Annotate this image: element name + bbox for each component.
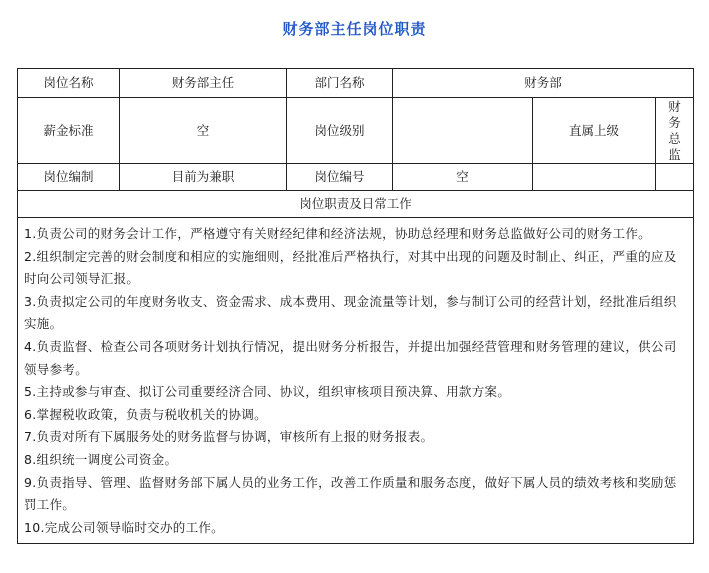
duty-item: 1.负责公司的财务会计工作，严格遵守有关财经纪律和经济法规，协助总经理和财务总监做好公司的财务工作。 [24, 226, 651, 241]
label-salary: 薪金标准 [18, 98, 120, 164]
label-direct-superior: 直属上级 [533, 98, 656, 164]
duty-item: 5.主持或参与审查、拟订公司重要经济合同、协议，组织审核项目预决算、用款方案。 [24, 384, 511, 400]
duty-item: 9.负责指导、管理、监督财务部下属人员的业务工作，改善工作质量和服务态度，做好下属人员的绩效考核和奖励惩罚工作。 [24, 474, 677, 513]
value-headcount: 目前为兼职 [120, 164, 287, 191]
duty-item: 10.完成公司领导临时交办的工作。 [24, 519, 224, 535]
page-title: 财务部主任岗位职责 [282, 20, 427, 38]
table-row [18, 98, 694, 164]
table-row [18, 191, 694, 218]
value-position-level [393, 98, 533, 164]
label-position-name: 岗位名称 [18, 69, 120, 98]
duty-item: 4.负责监督、检查公司各项财务计划执行情况，提出财务分析报告，并提出加强经营管理和财务管理的建议，供公司领导参考。 [24, 338, 677, 377]
value-salary: 空 [120, 98, 287, 164]
duties-list [18, 218, 694, 544]
empty-cell [656, 164, 694, 191]
duty-item: 6.掌握税收政策，负责与税收机关的协调。 [24, 406, 267, 422]
value-department: 财务部 [393, 69, 694, 98]
label-headcount: 岗位编制 [18, 164, 120, 191]
table-row [18, 164, 694, 191]
value-position-name: 财务部主任 [120, 69, 287, 98]
job-description-table [17, 68, 694, 544]
table-row [18, 218, 694, 544]
empty-cell [533, 164, 656, 191]
value-position-code: 空 [393, 164, 533, 191]
duty-item: 8.组织统一调度公司资金。 [24, 451, 178, 467]
label-position-code: 岗位编号 [287, 164, 393, 191]
duty-item: 3.负责拟定公司的年度财务收支、资金需求、成本费用、现金流量等计划，参与制订公司的经营计划，经批准后组织实施。 [24, 293, 677, 332]
table-row [18, 69, 694, 98]
label-position-level: 岗位级别 [287, 98, 393, 164]
label-department: 部门名称 [287, 69, 393, 98]
value-direct-superior [656, 98, 694, 164]
direct-superior-text: 财务总监 [668, 98, 681, 162]
duty-item: 7.负责对所有下属服务处的财务监督与协调，审核所有上报的财务报表。 [24, 429, 434, 445]
duty-item: 2.组织制定完善的财会制度和相应的实施细则，经批准后严格执行，对其中出现的问题及时制止、纠正，严重的应及时向公司领导汇报。 [24, 248, 677, 287]
section-header: 岗位职责及日常工作 [18, 191, 694, 218]
